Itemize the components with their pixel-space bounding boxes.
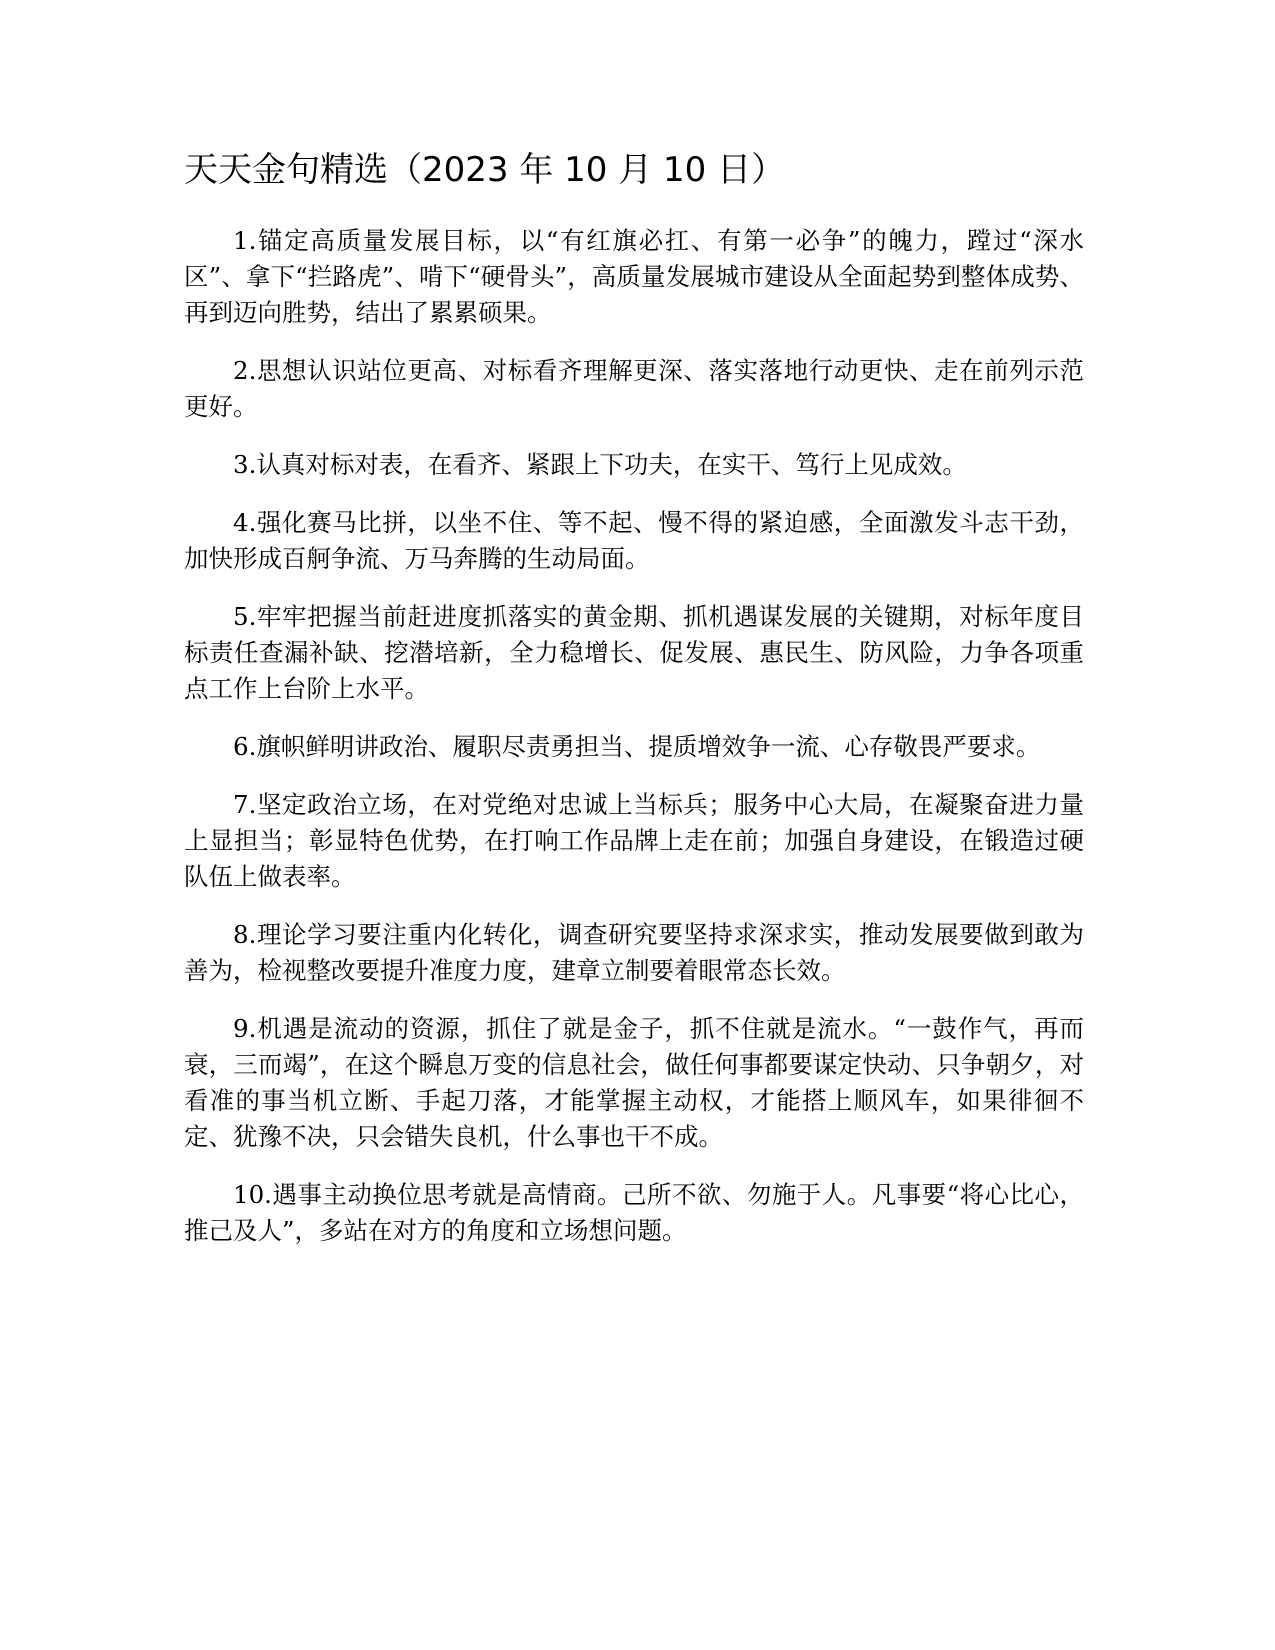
- quote-paragraph-5: 5.牢牢把握当前赶进度抓落实的黄金期、抓机遇谋发展的关键期，对标年度目标责任查漏补缺、挖潜培新，全力稳增长、促发展、惠民生、防风险，力争各项重点工作上台阶上水平。: [184, 602, 1084, 703]
- quote-paragraph-3: 3.认真对标对表，在看齐、紧跟上下功夫，在实干、笃行上见成效。: [233, 450, 967, 479]
- quote-paragraph-2: 2.思想认识站位更高、对标看齐理解更深、落实落地行动更快、走在前列示范更好。: [184, 356, 1084, 421]
- quote-paragraph-8: 8.理论学习要注重内化转化，调查研究要坚持求深求实，推动发展要做到敢为善为，检视整改要提升准度力度，建章立制要着眼常态长效。: [184, 920, 1084, 985]
- quote-paragraph-7: 7.坚定政治立场，在对党绝对忠诚上当标兵；服务中心大局，在凝聚奋进力量上显担当；彰显特色优势，在打响工作品牌上走在前；加强自身建设，在锻造过硬队伍上做表率。: [184, 790, 1084, 891]
- quote-paragraph-9: 9.机遇是流动的资源，抓住了就是金子，抓不住就是流水。“一鼓作气，再而衰，三而竭”，在这个瞬息万变的信息社会，做任何事都要谋定快动、只争朝夕，对看准的事当机立断、手起刀落，才能掌握主动权，才能搭上顺风车，如果徘徊不定、犹豫不决，只会错失良机，什么事也干不成。: [184, 1014, 1084, 1151]
- quote-paragraph-4: 4.强化赛马比拼，以坐不住、等不起、慢不得的紧迫感，全面激发斗志干劲，加快形成百舸争流、万马奔腾的生动局面。: [184, 508, 1084, 573]
- quote-paragraph-1: 1.锚定高质量发展目标，以“有红旗必扛、有第一必争”的魄力，蹚过“深水区”、拿下“拦路虎”、啃下“硬骨头”，高质量发展城市建设从全面起势到整体成势、再到迈向胜势，结出了累累硕果。: [184, 226, 1084, 327]
- document-body: [184, 223, 1084, 1271]
- quote-paragraph-10: 10.遇事主动换位思考就是高情商。己所不欲、勿施于人。凡事要“将心比心，推己及人”，多站在对方的角度和立场想问题。: [184, 1180, 1084, 1245]
- quote-paragraph-6: 6.旗帜鲜明讲政治、履职尽责勇担当、提质增效争一流、心存敬畏严要求。: [233, 732, 1041, 761]
- document-title: 天天金句精选（2023 年 10 月 10 日）: [184, 150, 786, 190]
